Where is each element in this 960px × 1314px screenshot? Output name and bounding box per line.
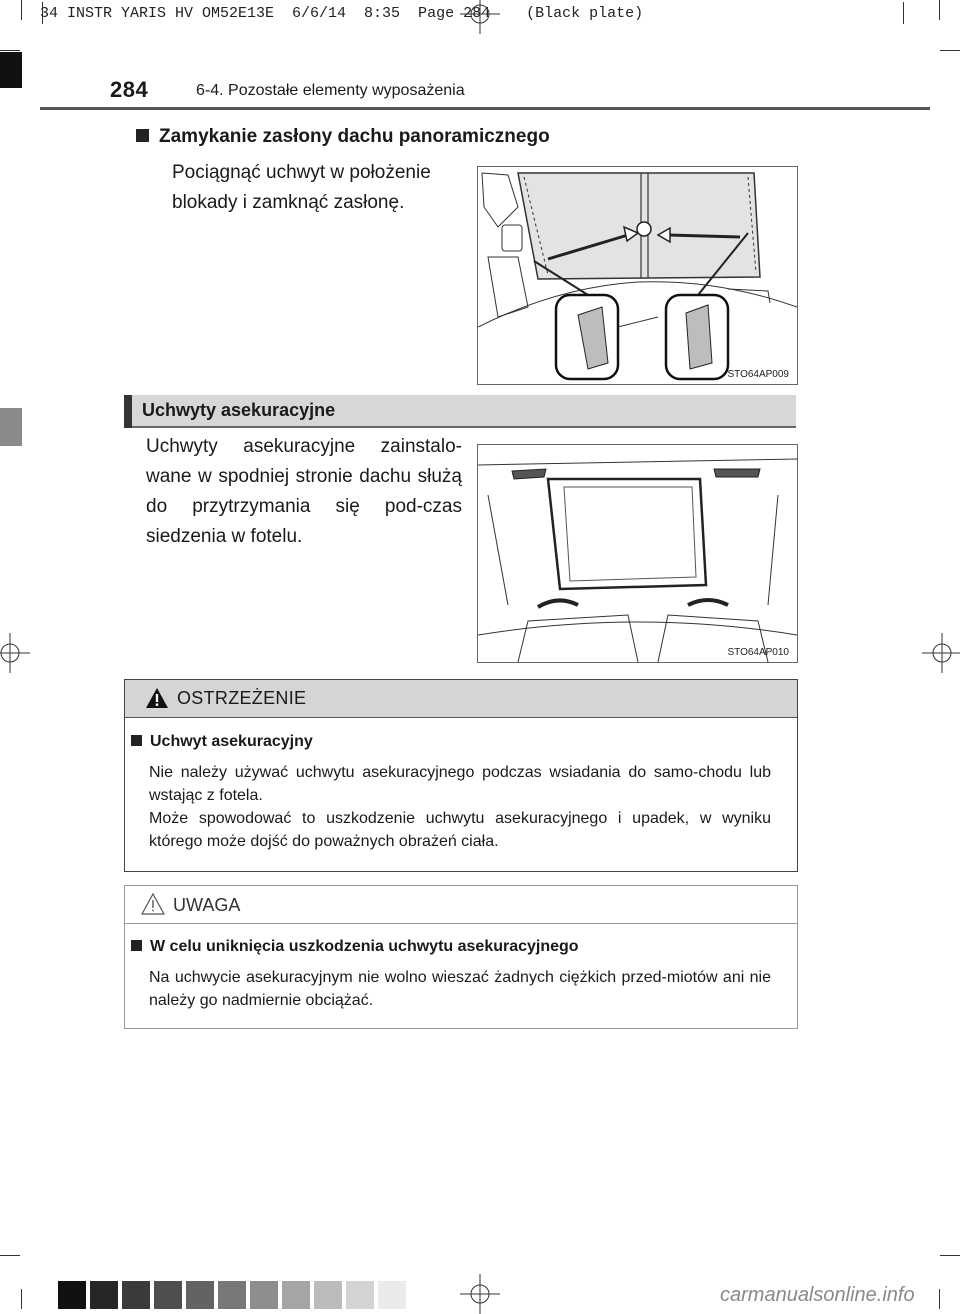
caution-label: UWAGA	[173, 895, 241, 915]
color-swatch	[218, 1281, 246, 1309]
color-swatch	[378, 1281, 406, 1309]
crop-mark	[21, 1289, 22, 1309]
crop-mark	[0, 50, 20, 51]
color-swatch	[122, 1281, 150, 1309]
warning-box	[124, 679, 798, 872]
caution-subheading-text: W celu uniknięcia uszkodzenia uchwytu asekuracyjnego	[150, 938, 579, 955]
color-swatch	[282, 1281, 310, 1309]
caution-paragraph: Na uchwycie asekuracyjnym nie wolno wieszać żadnych ciężkich przed-miotów ani nie należy go nadmiernie obciążać.	[149, 969, 771, 1009]
warning-subheading	[131, 733, 313, 751]
section-title-bar	[124, 395, 796, 428]
color-swatch	[154, 1281, 182, 1309]
registration-mark-icon	[460, 0, 500, 34]
color-swatch	[90, 1281, 118, 1309]
caution-header	[125, 886, 797, 924]
warning-label: OSTRZEŻENIE	[177, 688, 307, 708]
section-accent	[124, 395, 132, 428]
chapter-title: 6-4. Pozostałe elementy wyposażenia	[196, 82, 465, 99]
chapter-tab	[0, 52, 22, 88]
print-slug: 34 INSTR YARIS HV OM52E13E 6/6/14 8:35 Page 284 (Black plate)	[40, 5, 644, 22]
registration-mark-icon	[922, 633, 960, 673]
warning-paragraph: Nie należy używać uchwytu asekuracyjnego podczas wsiadania do samo-chodu lub wstając z fotela.	[149, 764, 771, 804]
registration-mark-icon	[460, 1274, 500, 1314]
color-swatch	[250, 1281, 278, 1309]
warning-header	[125, 680, 797, 718]
color-swatch	[186, 1281, 214, 1309]
crop-mark	[939, 1289, 940, 1309]
caution-text	[149, 966, 771, 1012]
curtain-figure	[477, 166, 798, 385]
registration-mark-icon	[0, 633, 30, 673]
grab-handles-description: Uchwyty asekuracyjne zainstalo-wane w spodniej stronie dachu służą do przytrzymania się pod-czas siedzenia w fotelu.	[146, 436, 462, 547]
watermark: carmanualsonline.info	[720, 1284, 915, 1306]
grab-handles-figure	[477, 444, 798, 663]
grab-handles-illustration	[478, 445, 797, 662]
crop-mark	[939, 0, 940, 20]
curtain-heading-text: Zamykanie zasłony dachu panoramicznego	[159, 126, 550, 147]
warning-paragraph: Może spowodować to uszkodzenie uchwytu asekuracyjnego i upadek, w wyniku którego może dojść do poważnych obrażeń ciała.	[149, 810, 771, 850]
color-swatch	[314, 1281, 342, 1309]
warning-text	[149, 761, 771, 853]
roof-curtain-illustration	[478, 167, 797, 384]
curtain-heading	[136, 126, 550, 148]
figure-code: STO64AP009	[727, 369, 789, 380]
section-title: Uchwyty asekuracyjne	[142, 400, 336, 420]
crop-mark	[21, 0, 22, 20]
warning-triangle-icon	[145, 686, 169, 710]
caution-box	[124, 885, 798, 1029]
crop-mark	[0, 1255, 20, 1256]
caution-triangle-icon	[141, 892, 165, 916]
curtain-instruction: Pociągnąć uchwyt w położenie blokady i zamknąć zasłonę.	[172, 162, 431, 213]
crop-mark	[940, 1255, 960, 1256]
caution-subheading	[131, 938, 579, 956]
bullet-square-icon	[131, 940, 142, 951]
crop-mark	[940, 50, 960, 51]
bullet-square-icon	[136, 129, 149, 142]
color-swatch	[58, 1281, 86, 1309]
color-swatch	[346, 1281, 374, 1309]
bullet-square-icon	[131, 735, 142, 746]
page-number: 284	[110, 77, 149, 102]
warning-subheading-text: Uchwyt asekuracyjny	[150, 733, 313, 750]
chapter-tab-grey	[0, 408, 22, 446]
figure-code: STO64AP010	[727, 647, 789, 658]
header-rule	[40, 107, 930, 110]
